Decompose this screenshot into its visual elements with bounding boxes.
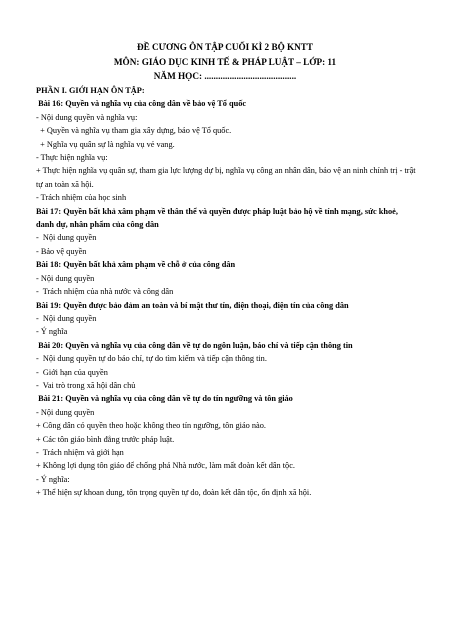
section-heading: Bài 17: Quyền bất khả xâm phạm về thân thể và quyền được pháp luật bảo hộ về tính mạng, sức khoẻ, danh dự, nhân phẩm của công dân (36, 206, 398, 230)
content-line: - Nội dung quyền (36, 273, 95, 283)
content-line: + Các tôn giáo bình đẳng trước pháp luật. (36, 434, 175, 444)
content-line: - Giới hạn của quyền (36, 367, 108, 377)
content-line: - Ý nghĩa (36, 327, 68, 337)
content-line: - Vai trò trong xã hội dân chủ (36, 380, 136, 390)
content-line: - Nội dung quyền tự do báo chí, tự do tìm kiếm và tiếp cận thông tin. (36, 354, 267, 364)
content-line: - Nội dung quyền (36, 313, 97, 323)
content-line: + Quyền và nghĩa vụ tham gia xây dựng, bảo vệ Tổ quốc. (36, 126, 232, 136)
section-heading: Bài 21: Quyền và nghĩa vụ của công dân về tự do tín ngưỡng và tôn giáo (36, 394, 293, 404)
document-year: NĂM HỌC: ........................................ (153, 71, 297, 81)
section-heading: Bài 20: Quyền và nghĩa vụ của công dân về tự do ngôn luận, báo chí và tiếp cận thông tin (36, 340, 353, 350)
content-line: + Thể hiện sự khoan dung, tôn trọng quyền tự do, đoàn kết dân tộc, ổn định xã hội. (36, 488, 312, 498)
section-heading: PHẦN I. GIỚI HẠN ÔN TẬP: (36, 86, 145, 95)
content-line: + Thực hiện nghĩa vụ quân sự, tham gia lực lượng dự bị, nghĩa vụ công an nhân dân, bảo vệ an ninh chính trị - trật tự an toàn xã hội. (36, 166, 416, 189)
content-line: - Ý nghĩa: (36, 474, 70, 484)
content-line: + Nghĩa vụ quân sự là nghĩa vụ vẻ vang. (36, 139, 175, 149)
document-body (36, 84, 416, 500)
content-line: - Nội dung quyền và nghĩa vụ: (36, 112, 138, 122)
content-line: - Thực hiện nghĩa vụ: (36, 153, 108, 163)
content-line: - Trách nhiệm của nhà nước và công dân (36, 287, 174, 297)
content-line: - Nội dung quyền (36, 233, 97, 243)
content-line: - Nội dung quyền (36, 407, 95, 417)
content-line: + Không lợi dụng tôn giáo để chống phá Nhà nước, làm mất đoàn kết dân tộc. (36, 461, 295, 471)
section-heading: Bài 16: Quyền và nghĩa vụ của công dân về bảo vệ Tổ quốc (36, 99, 247, 109)
section-heading: Bài 18: Quyền bất khả xâm phạm về chỗ ở của công dân (36, 260, 236, 270)
content-line: + Công dân có quyền theo hoặc không theo tín ngưỡng, tôn giáo nào. (36, 421, 266, 431)
content-line: - Trách nhiệm và giới hạn (36, 447, 124, 457)
section-heading: Bài 19: Quyền được bảo đảm an toàn và bí mật thư tín, điện thoại, điện tín của công dân (36, 300, 349, 310)
content-line: - Bảo vệ quyền (36, 246, 87, 256)
document-subject: MÔN: GIÁO DỤC KINH TẾ & PHÁP LUẬT – LỚP: 11 (113, 56, 337, 67)
document-title: ĐỀ CƯƠNG ÔN TẬP CUỐI KÌ 2 BỘ KNTT (136, 42, 314, 52)
content-line: - Trách nhiệm của học sinh (36, 193, 127, 203)
document-header (0, 40, 450, 84)
